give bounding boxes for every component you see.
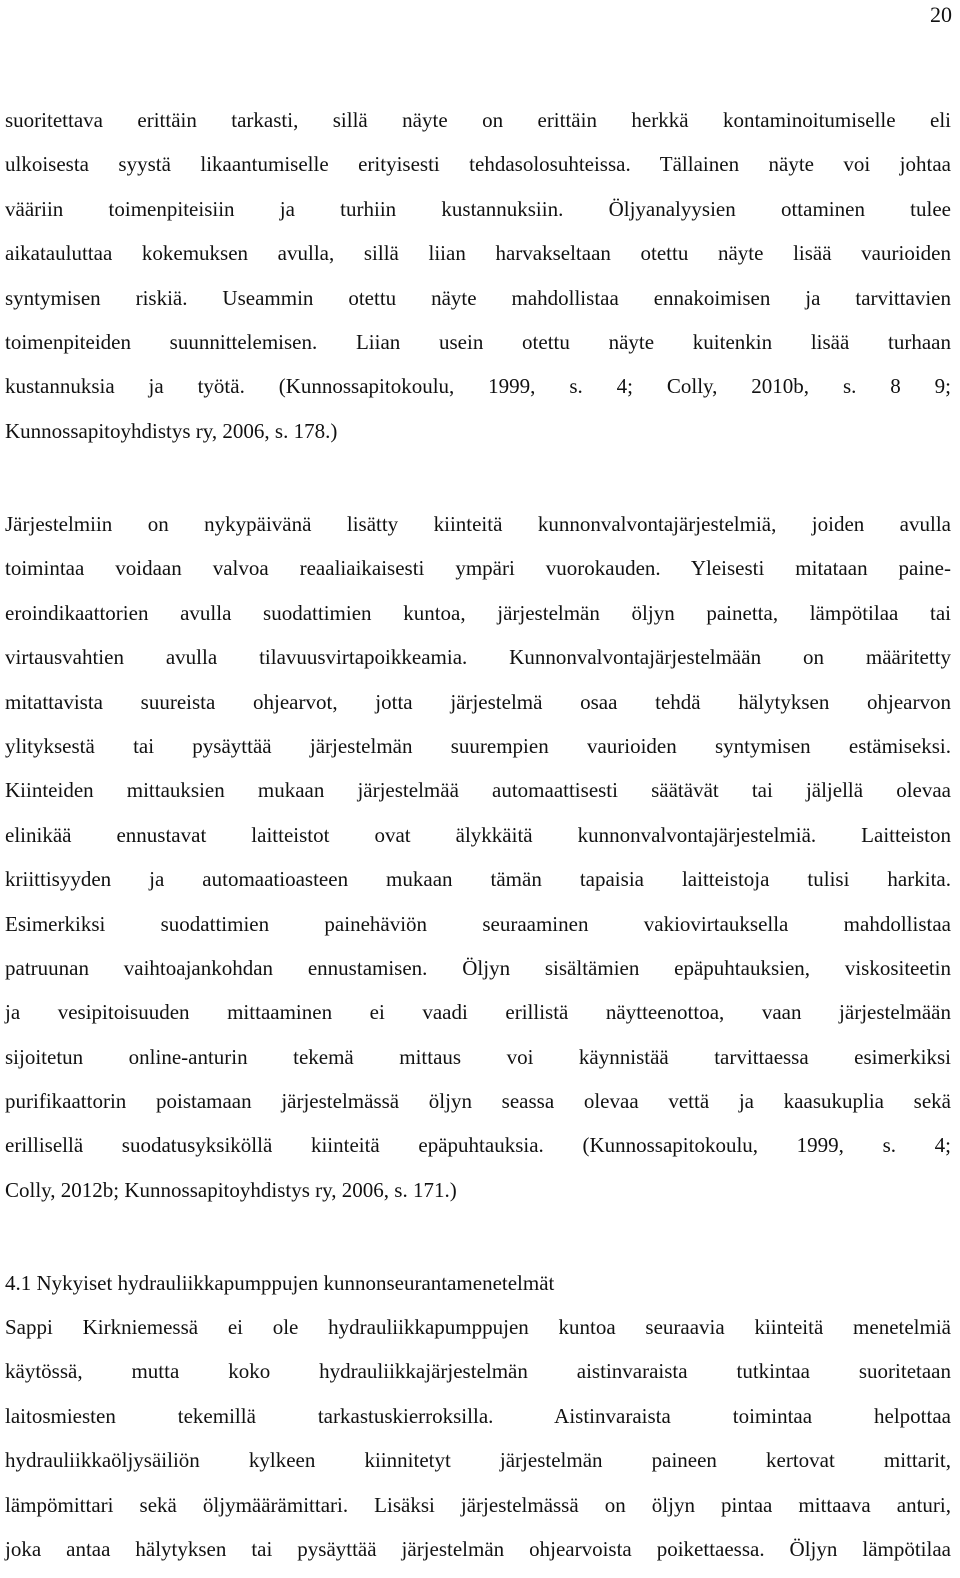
text-line: kriittisyyden ja automaatioasteen mukaan tämän tapaisia laitteistoja tulisi harkita. xyxy=(5,867,951,892)
text-line: aikatauluttaa kokemuksen avulla, sillä liian harvakseltaan otettu näyte lisää vaurioiden xyxy=(5,241,951,266)
text-line: purifikaattorin poistamaan järjestelmässä öljyn seassa olevaa vettä ja kaasukuplia sekä xyxy=(5,1089,951,1114)
section-heading: 4.1 Nykyiset hydrauliikkapumppujen kunnonseurantamenetelmät xyxy=(5,1271,555,1295)
text-line: Järjestelmiin on nykypäivänä lisätty kiinteitä kunnonvalvontajärjestelmiä, joiden avulla xyxy=(5,512,951,536)
text-line: Kiinteiden mittauksien mukaan järjestelmää automaattisesti säätävät tai jäljellä olevaa xyxy=(5,778,951,803)
text-line: syntymisen riskiä. Useammin otettu näyte mahdollistaa ennakoimisen ja tarvittavien xyxy=(5,285,951,310)
text-line: mitattavista suureista ohjearvot, jotta järjestelmä osaa tehdä hälytyksen ohjearvon xyxy=(5,689,951,714)
text-line: joka antaa hälytyksen tai pysäyttää järjestelmän ohjearvoista poikettaessa. Öljyn lämpötilaa xyxy=(5,1536,951,1561)
text-line: lämpömittari sekä öljymäärämittari. Lisäksi järjestelmässä on öljyn pintaa mittaava anturi, xyxy=(5,1492,951,1517)
text-line: vääriin toimenpiteisiin ja turhiin kustannuksiin. Öljyanalyysien ottaminen tulee xyxy=(5,196,951,221)
text-line: elinikää ennustavat laitteistot ovat älykkäitä kunnonvalvontajärjestelmiä. Laitteiston xyxy=(5,822,951,847)
text-line: Sappi Kirkniemessä ei ole hydrauliikkapumppujen kuntoa seuraavia kiinteitä menetelmiä xyxy=(5,1315,951,1339)
text-line: Colly, 2012b; Kunnossapitoyhdistys ry, 2006, s. 171.) xyxy=(5,1177,457,1202)
text-line: toimenpiteiden suunnittelemisen. Liian usein otettu näyte kuitenkin lisää turhaan xyxy=(5,329,951,354)
paragraph-1 xyxy=(5,98,951,453)
text-line: virtausvahtien avulla tilavuusvirtapoikkeamia. Kunnonvalvontajärjestelmään on määritetty xyxy=(5,645,951,670)
text-line: ylityksestä tai pysäyttää järjestelmän suurempien vaurioiden syntymisen estämiseksi. xyxy=(5,733,951,758)
text-line: eroindikaattorien avulla suodattimien kuntoa, järjestelmän öljyn painetta, lämpötilaa tai xyxy=(5,600,951,625)
paragraph-2 xyxy=(5,502,951,1212)
text-line: Kunnossapitoyhdistys ry, 2006, s. 178.) xyxy=(5,418,338,443)
text-line: Esimerkiksi suodattimien painehäviön seuraaminen vakiovirtauksella mahdollistaa xyxy=(5,911,951,936)
text-line: kustannuksia ja työtä. (Kunnossapitokoulu, 1999, s. 4; Colly, 2010b, s. 8 9; xyxy=(5,374,951,399)
text-line: sijoitetun online-anturin tekemä mittaus voi käynnistää tarvittaessa esimerkiksi xyxy=(5,1044,951,1069)
paragraph-3 xyxy=(5,1305,951,1571)
text-line: käytössä, mutta koko hydrauliikkajärjestelmän aistinvaraista tutkintaa suoritetaan xyxy=(5,1359,951,1384)
text-line: erillisellä suodatusyksiköllä kiinteitä epäpuhtauksia. (Kunnossapitokoulu, 1999, s. 4; xyxy=(5,1133,951,1158)
text-line: patruunan vaihtoajankohdan ennustamisen. Öljyn sisältämien epäpuhtauksien, viskositeetin xyxy=(5,955,951,980)
text-line: laitosmiesten tekemillä tarkastuskierroksilla. Aistinvaraista toimintaa helpottaa xyxy=(5,1403,951,1428)
text-line: ulkoisesta syystä likaantumiselle erityisesti tehdasolosuhteissa. Tällainen näyte voi johtaa xyxy=(5,152,951,177)
text-line: toimintaa voidaan valvoa reaaliaikaisesti ympäri vuorokauden. Yleisesti mitataan paine- xyxy=(5,556,951,581)
text-line: ja vesipitoisuuden mittaaminen ei vaadi erillistä näytteenottoa, vaan järjestelmään xyxy=(5,1000,951,1025)
page-number: 20 xyxy=(930,2,952,27)
text-line: suoritettava erittäin tarkasti, sillä näyte on erittäin herkkä kontaminoitumiselle eli xyxy=(5,108,951,132)
text-line: hydrauliikkaöljysäiliön kylkeen kiinnitetyt järjestelmän paineen kertovat mittarit, xyxy=(5,1448,951,1473)
